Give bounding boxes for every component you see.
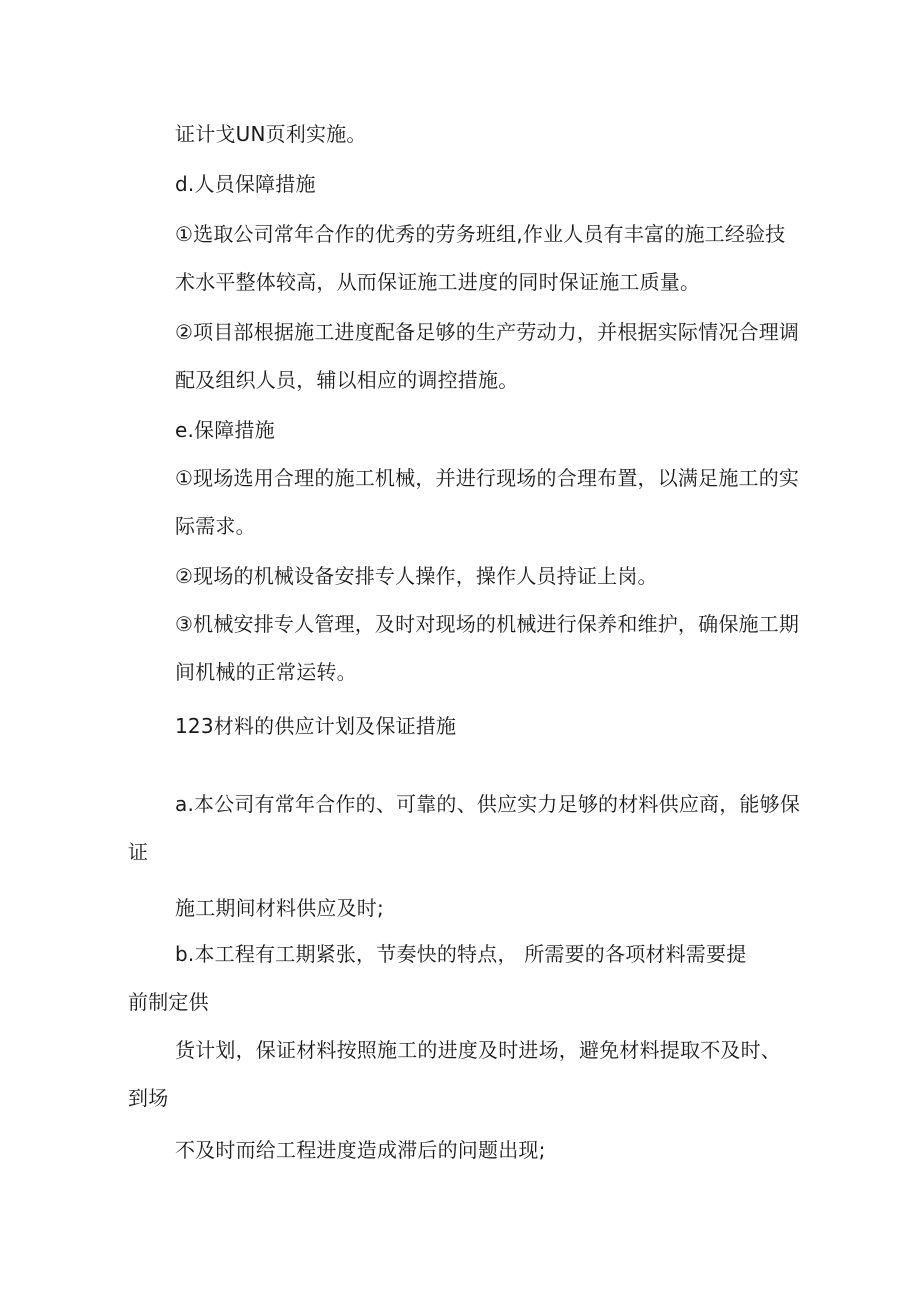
- paragraph-line: 前制定供: [128, 990, 209, 1014]
- paragraph-line: ②项目部根据施工进度配备足够的生产劳动力，并根据实际情况合理调: [175, 320, 800, 344]
- paragraph-line: ③机械安排专人管理，及时对现场的机械进行保养和维护，确保施工期: [175, 612, 800, 636]
- paragraph-line: a.本公司有常年合作的、可靠的、供应实力足够的材料供应商，能够保: [175, 792, 801, 816]
- paragraph-line: 配及组织人员，辅以相应的调控措施。: [175, 368, 519, 392]
- paragraph-line: 不及时而给工程进度造成滞后的问题出现;: [175, 1138, 546, 1162]
- section-heading-personnel: d.人员保障措施: [175, 172, 316, 196]
- paragraph-line: 施工期间材料供应及时;: [175, 896, 384, 920]
- paragraph-line: b.本工程有工期紧张，节奏快的特点， 所需要的各项材料需要提: [175, 942, 747, 966]
- paragraph-line: 货计划，保证材料按照施工的进度及时进场，避免材料提取不及时、: [175, 1038, 781, 1062]
- paragraph-line: ①现场选用合理的施工机械，并进行现场的合理布置，以满足施工的实: [175, 466, 800, 490]
- paragraph-line: 证: [128, 840, 149, 864]
- paragraph-line: ②现场的机械设备安排专人操作，操作人员持证上岗。: [175, 564, 658, 588]
- paragraph-line: 间机械的正常运转。: [175, 660, 357, 684]
- paragraph-line: 际需求。: [175, 514, 256, 538]
- paragraph-line: 术水平整体较高，从而保证施工进度的同时保证施工质量。: [175, 270, 701, 294]
- section-heading-guarantee: e.保障措施: [175, 418, 275, 442]
- text-line-continuation: 证计戈UN页利实施。: [175, 122, 367, 146]
- section-heading-materials: 123材料的供应计划及保证措施: [175, 714, 457, 738]
- paragraph-line: 到场: [128, 1086, 169, 1110]
- paragraph-line: ①选取公司常年合作的优秀的劳务班组,作业人员有丰富的施工经验技: [175, 222, 786, 246]
